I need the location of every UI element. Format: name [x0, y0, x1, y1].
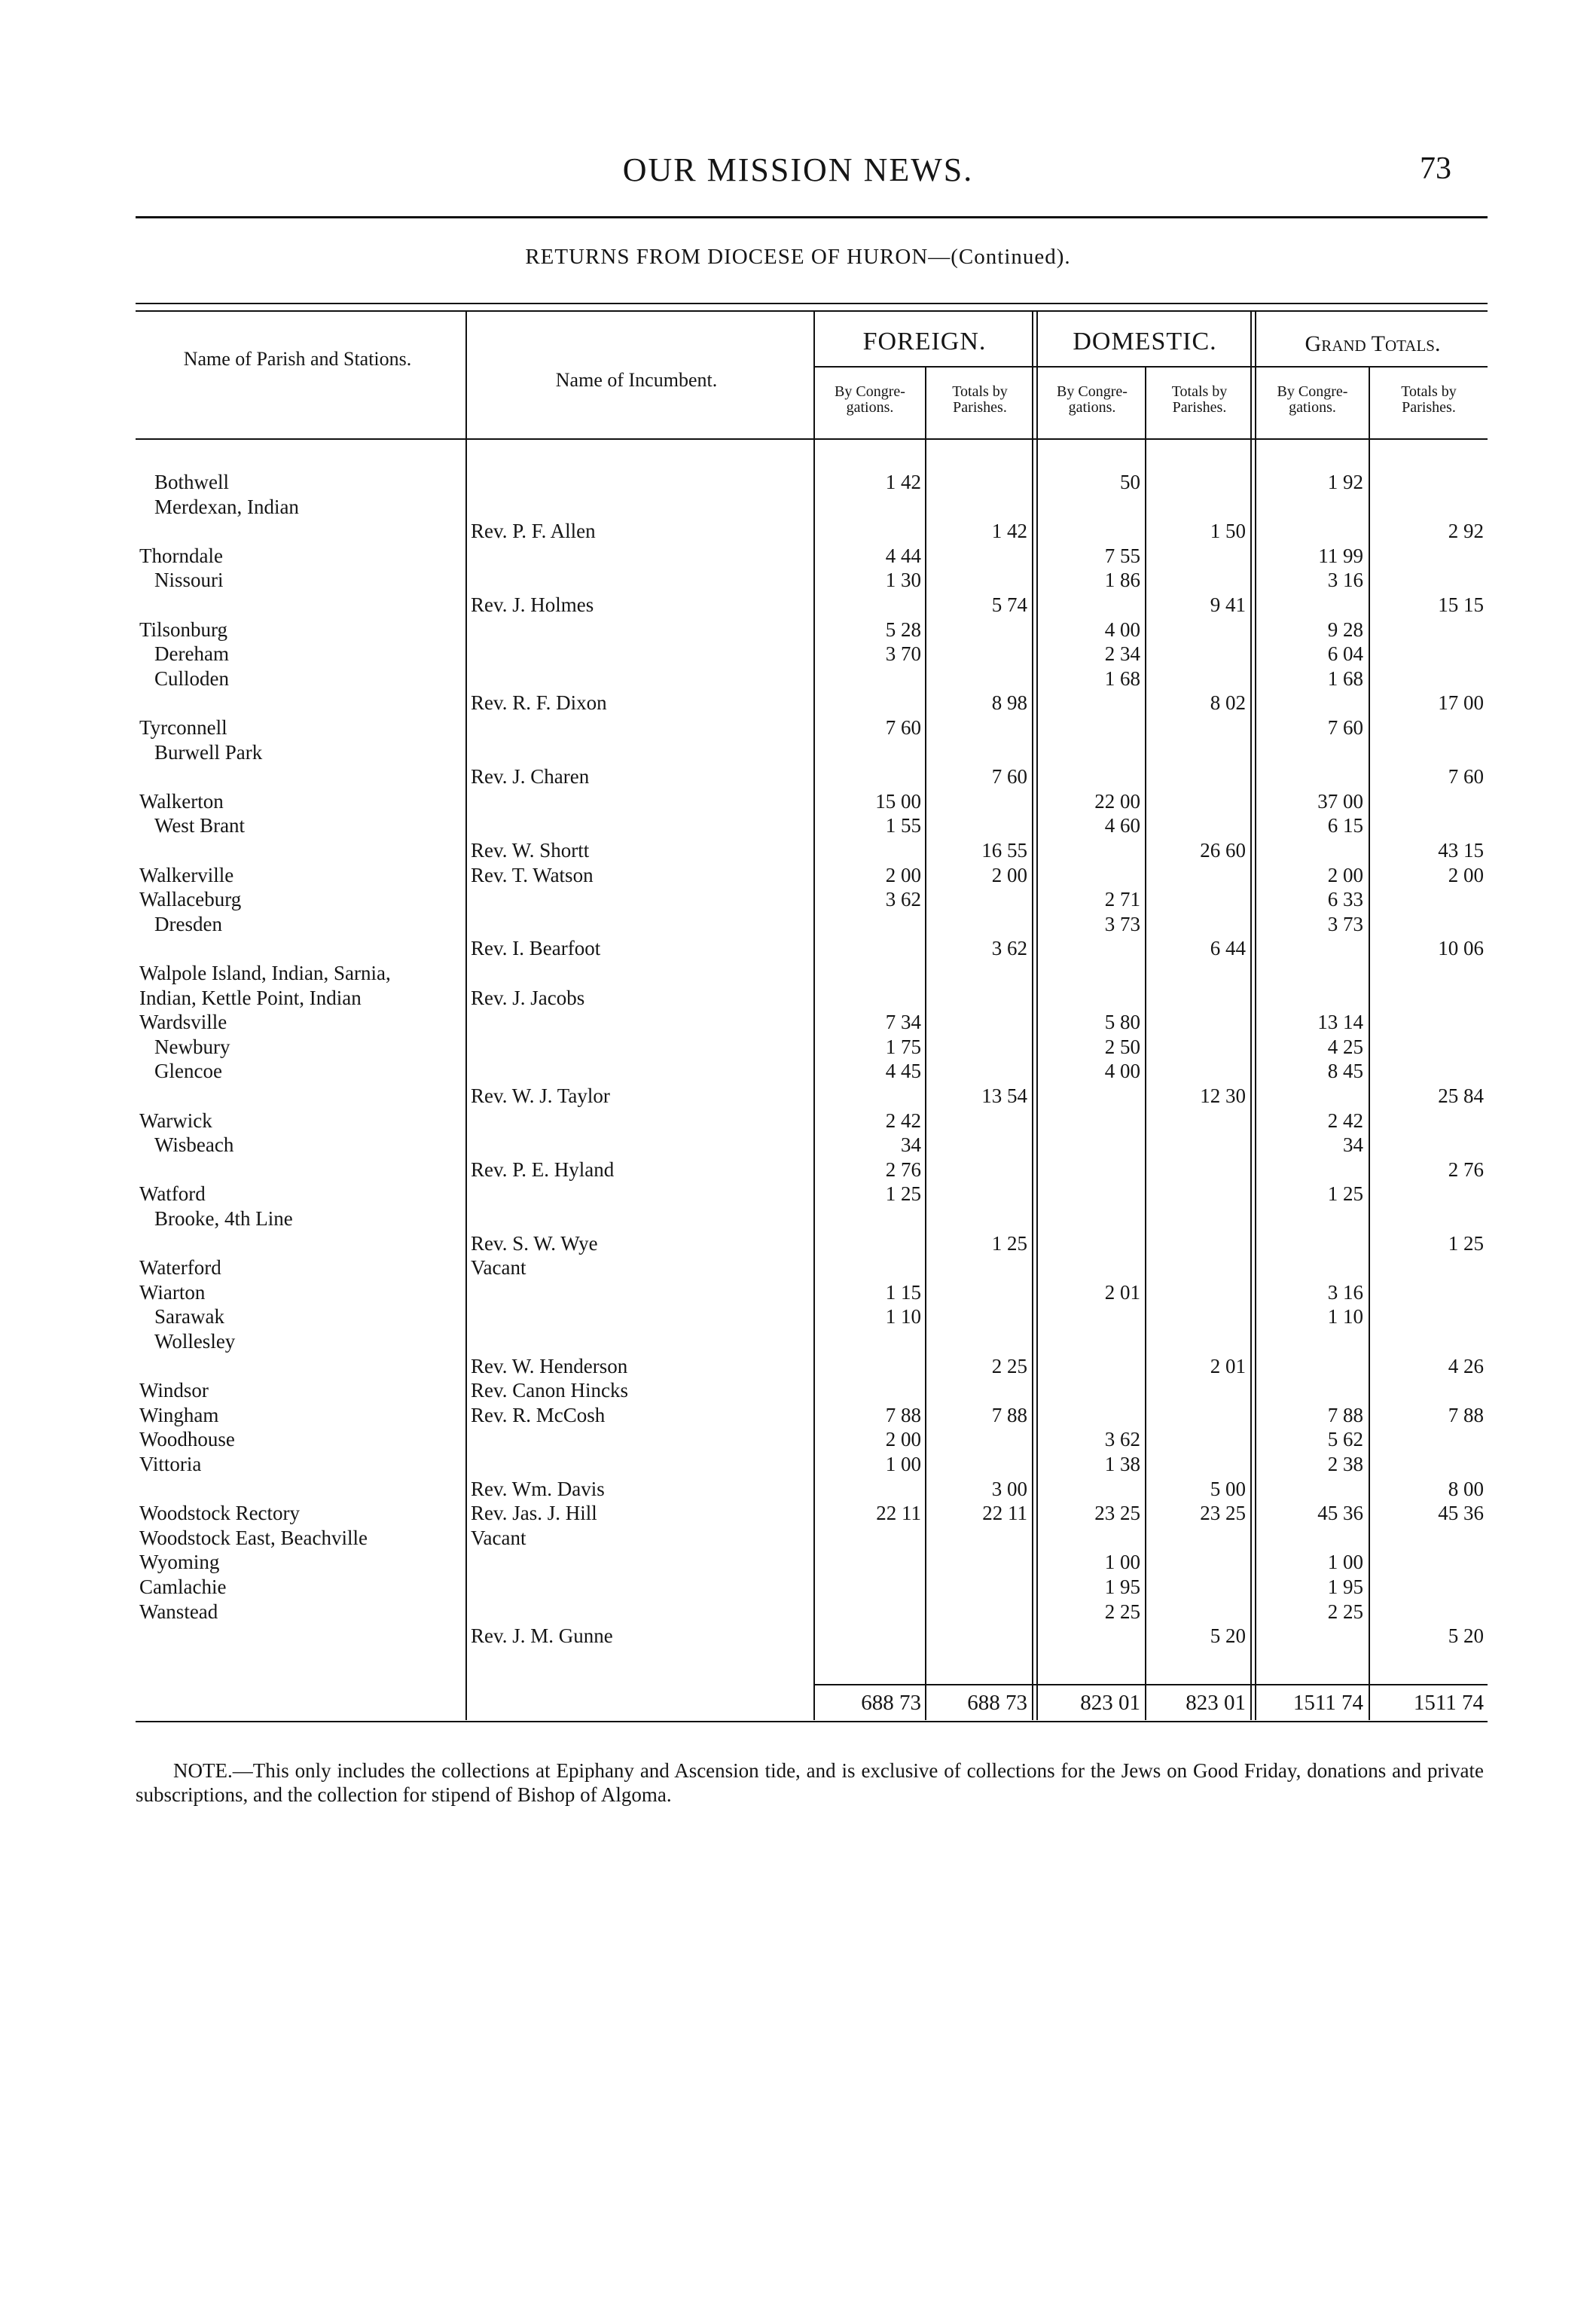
- cell-f-cong: 5 28: [885, 618, 921, 641]
- cell-d-par: 1 50: [1210, 520, 1246, 543]
- cell-g-cong: 1 25: [1327, 1182, 1363, 1206]
- cell-g-cong: 8 45: [1327, 1060, 1363, 1083]
- cell-g-cong: 2 25: [1327, 1600, 1363, 1623]
- cell-parish: Woodstock East, Beachville: [139, 1526, 368, 1549]
- subheader-domestic-par: Totals by Parishes.: [1171, 383, 1228, 416]
- cell-g-par: 2 00: [1448, 863, 1484, 886]
- cell-incumbent: Rev. J. Jacobs: [471, 986, 585, 1009]
- subheader-domestic-cong: By Congre-gations.: [1057, 383, 1128, 416]
- cell-d-cong: 2 34: [1104, 642, 1140, 666]
- cell-parish: Wingham: [139, 1403, 219, 1426]
- cell-d-cong: 4 00: [1104, 1060, 1140, 1083]
- cell-f-par: 1 25: [991, 1231, 1027, 1255]
- cell-d-cong: 1 38: [1104, 1453, 1140, 1475]
- cell-g-cong: 1 92: [1327, 471, 1363, 493]
- subheader-foreign-par: Totals by Parishes.: [952, 383, 1008, 416]
- cell-f-par: 5 74: [991, 593, 1027, 616]
- header-incumbent: Name of Incumbent.: [555, 369, 718, 391]
- cell-incumbent: Rev. J. Charen: [471, 765, 590, 789]
- cell-g-cong: 6 15: [1327, 814, 1363, 837]
- cell-f-cong: 4 45: [885, 1060, 921, 1083]
- cell-incumbent: Rev. T. Watson: [471, 863, 594, 886]
- subheader-foreign-cong: By Congre-gations.: [835, 383, 905, 416]
- cell-g-cong: 4 25: [1327, 1035, 1363, 1058]
- cell-f-cong: 1 15: [885, 1280, 921, 1304]
- cell-parish: Wollesley: [154, 1330, 236, 1353]
- col-divider: [465, 312, 467, 1720]
- cell-d-par: 6 44: [1210, 937, 1246, 960]
- table-top-rule: [136, 303, 1488, 304]
- cell-d-cong: 1 68: [1104, 666, 1140, 690]
- cell-f-par: 7 88: [991, 1403, 1027, 1426]
- cell-g-par: 8 00: [1448, 1477, 1484, 1500]
- col-divider: [1145, 368, 1146, 1720]
- cell-g-cong: 2 00: [1327, 863, 1363, 886]
- cell-parish: Tilsonburg: [139, 618, 228, 641]
- cell-f-cong: 3 62: [885, 888, 921, 911]
- cell-g-par: 2 92: [1448, 520, 1484, 543]
- cell-parish: Sarawak: [154, 1305, 224, 1328]
- cell-d-cong: 1 95: [1104, 1575, 1140, 1598]
- cell-f-par: 16 55: [981, 839, 1027, 862]
- cell-f-cong: 7 88: [885, 1403, 921, 1426]
- cell-g-par: 45 36: [1438, 1502, 1484, 1525]
- cell-g-cong: 37 00: [1317, 789, 1363, 813]
- total-grand-cong: 1511 74: [1292, 1691, 1363, 1715]
- total-domestic-par: 823 01: [1186, 1691, 1246, 1715]
- totals-top-rule: [813, 1684, 1488, 1685]
- cell-g-par: 7 88: [1448, 1403, 1484, 1426]
- cell-f-cong: 2 76: [885, 1158, 921, 1181]
- cell-g-par: 43 15: [1438, 839, 1484, 862]
- cell-parish: Camlachie: [139, 1575, 227, 1598]
- cell-g-par: 2 76: [1448, 1158, 1484, 1181]
- cell-parish: Newbury: [154, 1035, 230, 1058]
- cell-incumbent: Rev. W. Shortt: [471, 839, 590, 862]
- cell-parish: Brooke, 4th Line: [154, 1207, 293, 1230]
- cell-incumbent: Rev. W. J. Taylor: [471, 1084, 610, 1107]
- cell-d-cong: 4 60: [1104, 814, 1140, 837]
- cell-parish: Dereham: [154, 642, 229, 666]
- cell-g-cong: 2 42: [1327, 1109, 1363, 1132]
- col-divider: [1369, 368, 1370, 1720]
- footnote: NOTE.—This only includes the collections at Epiphany and Ascension tide, and is exclusive of collections for the Jews on Good Friday, donations and private subscriptions, and the collection for stipend of Bishop of Algoma.: [136, 1759, 1484, 1806]
- header-parish: Name of Parish and Stations.: [183, 348, 412, 370]
- cell-incumbent: Rev. J. Holmes: [471, 593, 594, 616]
- cell-g-cong: 45 36: [1317, 1502, 1363, 1525]
- header-bottom-rule: [136, 438, 1488, 440]
- cell-parish: Walkerton: [139, 789, 224, 813]
- cell-d-par: 12 30: [1200, 1084, 1246, 1107]
- cell-d-par: 5 20: [1210, 1624, 1246, 1648]
- cell-f-cong: 1 42: [885, 471, 921, 493]
- table-bottom-rule: [136, 1721, 1488, 1722]
- cell-f-cong: 1 30: [885, 569, 921, 592]
- subheader-grand-par: Totals by Parishes.: [1401, 383, 1457, 416]
- cell-f-cong: 34: [901, 1133, 921, 1157]
- cell-f-cong: 7 60: [885, 716, 921, 739]
- cell-g-cong: 2 38: [1327, 1453, 1363, 1475]
- cell-f-par: 7 60: [991, 765, 1027, 789]
- cell-d-par: 8 02: [1210, 691, 1246, 715]
- cell-parish: Thorndale: [139, 544, 223, 567]
- cell-g-cong: 5 62: [1327, 1428, 1363, 1451]
- table-title: RETURNS FROM DIOCESE OF HURON—(Continued).: [525, 245, 1071, 269]
- cell-d-cong: 50: [1120, 471, 1140, 493]
- cell-parish: Dresden: [154, 912, 222, 935]
- cell-f-cong: 2 42: [885, 1109, 921, 1132]
- cell-f-cong: 1 10: [885, 1305, 921, 1328]
- cell-parish: Warwick: [139, 1109, 212, 1132]
- cell-incumbent: Vacant: [471, 1256, 526, 1280]
- cell-g-cong: 7 88: [1327, 1403, 1363, 1426]
- cell-g-par: 15 15: [1438, 593, 1484, 616]
- cell-parish: Wardsville: [139, 1011, 227, 1034]
- cell-parish: West Brant: [154, 814, 246, 837]
- cell-incumbent: Rev. P. F. Allen: [471, 520, 596, 543]
- cell-g-cong: 3 73: [1327, 912, 1363, 935]
- cell-f-par: 3 00: [991, 1477, 1027, 1500]
- cell-incumbent: Vacant: [471, 1526, 526, 1549]
- cell-f-cong: 2 00: [885, 863, 921, 886]
- cell-f-par: 22 11: [982, 1502, 1027, 1525]
- header-domestic: DOMESTIC.: [1073, 328, 1217, 355]
- subheader-grand-cong: By Congre-gations.: [1277, 383, 1348, 416]
- total-grand-par: 1511 74: [1413, 1691, 1484, 1715]
- cell-g-par: 7 60: [1448, 765, 1484, 789]
- cell-f-cong: 15 00: [875, 789, 921, 813]
- cell-g-cong: 7 60: [1327, 716, 1363, 739]
- header-foreign: FOREIGN.: [862, 328, 987, 355]
- cell-g-cong: 1 10: [1327, 1305, 1363, 1328]
- cell-g-cong: 6 33: [1327, 888, 1363, 911]
- cell-g-par: 5 20: [1448, 1624, 1484, 1648]
- cell-d-par: 26 60: [1200, 839, 1246, 862]
- cell-parish: Wallaceburg: [139, 888, 242, 911]
- cell-parish: Indian, Kettle Point, Indian: [139, 986, 362, 1009]
- cell-g-cong: 34: [1343, 1133, 1363, 1157]
- cell-d-cong: 22 00: [1094, 789, 1140, 813]
- cell-d-cong: 1 86: [1104, 569, 1140, 592]
- cell-incumbent: Rev. I. Bearfoot: [471, 937, 601, 960]
- header-grand-totals: Grand Totals.: [1305, 331, 1441, 356]
- cell-f-cong: 1 75: [885, 1035, 921, 1058]
- cell-g-par: 25 84: [1438, 1084, 1484, 1107]
- cell-incumbent: Rev. P. E. Hyland: [471, 1158, 615, 1181]
- cell-parish: Glencoe: [154, 1060, 222, 1083]
- cell-d-cong: 1 00: [1104, 1551, 1140, 1574]
- cell-f-cong: 7 34: [885, 1011, 921, 1034]
- cell-g-par: 4 26: [1448, 1354, 1484, 1377]
- cell-parish: Nissouri: [154, 569, 224, 592]
- col-divider: [925, 368, 926, 1720]
- cell-d-par: 2 01: [1210, 1354, 1246, 1377]
- cell-g-par: 17 00: [1438, 691, 1484, 715]
- cell-incumbent: Rev. R. McCosh: [471, 1403, 606, 1426]
- cell-g-cong: 9 28: [1327, 618, 1363, 641]
- col-divider: [1036, 312, 1038, 1720]
- cell-incumbent: Rev. Canon Hincks: [471, 1379, 628, 1402]
- cell-d-par: 9 41: [1210, 593, 1246, 616]
- cell-f-cong: 3 70: [885, 642, 921, 666]
- cell-parish: Wisbeach: [154, 1133, 234, 1157]
- cell-incumbent: Rev. J. M. Gunne: [471, 1624, 613, 1648]
- col-divider: [1250, 312, 1252, 1720]
- cell-parish: Walpole Island, Indian, Sarnia,: [139, 962, 391, 984]
- header-subrule: [815, 366, 1488, 368]
- page-header-title: OUR MISSION NEWS.: [622, 151, 974, 188]
- cell-incumbent: Rev. S. W. Wye: [471, 1231, 598, 1255]
- cell-parish: Merdexan, Indian: [154, 495, 299, 518]
- col-divider: [1255, 312, 1256, 1720]
- cell-g-cong: 1 00: [1327, 1551, 1363, 1574]
- page-number: 73: [1420, 151, 1451, 186]
- col-divider: [813, 312, 815, 1720]
- cell-incumbent: Rev. Wm. Davis: [471, 1477, 605, 1500]
- cell-f-par: 2 25: [991, 1354, 1027, 1377]
- total-foreign-cong: 688 73: [861, 1691, 921, 1715]
- cell-f-par: 2 00: [991, 863, 1027, 886]
- cell-f-cong: 1 00: [885, 1453, 921, 1475]
- col-divider: [1032, 312, 1033, 1720]
- cell-g-cong: 3 16: [1327, 569, 1363, 592]
- cell-g-cong: 3 16: [1327, 1280, 1363, 1304]
- cell-f-par: 3 62: [991, 937, 1027, 960]
- cell-parish: Burwell Park: [154, 740, 263, 764]
- cell-parish: Wiarton: [139, 1280, 206, 1304]
- cell-f-cong: 1 25: [885, 1182, 921, 1206]
- cell-d-cong: 2 01: [1104, 1280, 1140, 1304]
- total-foreign-par: 688 73: [967, 1691, 1027, 1715]
- cell-incumbent: Rev. R. F. Dixon: [471, 691, 607, 715]
- cell-incumbent: Rev. Jas. J. Hill: [471, 1502, 597, 1525]
- cell-d-cong: 2 71: [1104, 888, 1140, 911]
- cell-parish: Watford: [139, 1182, 206, 1206]
- cell-g-cong: 11 99: [1318, 544, 1363, 567]
- total-domestic-cong: 823 01: [1080, 1691, 1140, 1715]
- cell-d-cong: 4 00: [1104, 618, 1140, 641]
- cell-d-par: 5 00: [1210, 1477, 1246, 1500]
- cell-parish: Vittoria: [139, 1453, 202, 1475]
- cell-g-cong: 1 95: [1327, 1575, 1363, 1598]
- cell-f-par: 13 54: [981, 1084, 1027, 1107]
- cell-d-par: 23 25: [1200, 1502, 1246, 1525]
- cell-f-cong: 1 55: [885, 814, 921, 837]
- cell-parish: Wyoming: [139, 1551, 220, 1574]
- table-top-rule-2: [136, 310, 1488, 312]
- cell-parish: Bothwell: [154, 471, 229, 493]
- cell-parish: Woodhouse: [139, 1428, 235, 1451]
- cell-f-cong: 2 00: [885, 1428, 921, 1451]
- cell-d-cong: 5 80: [1104, 1011, 1140, 1034]
- cell-parish: Windsor: [139, 1379, 209, 1402]
- cell-parish: Wanstead: [139, 1600, 218, 1623]
- cell-parish: Walkerville: [139, 863, 234, 886]
- cell-d-cong: 7 55: [1104, 544, 1140, 567]
- cell-f-cong: 4 44: [885, 544, 921, 567]
- cell-d-cong: 2 25: [1104, 1600, 1140, 1623]
- cell-d-cong: 3 62: [1104, 1428, 1140, 1451]
- cell-g-cong: 13 14: [1317, 1011, 1363, 1034]
- cell-parish: Tyrconnell: [139, 716, 227, 739]
- cell-d-cong: 2 50: [1104, 1035, 1140, 1058]
- cell-parish: Culloden: [154, 666, 229, 690]
- cell-f-cong: 22 11: [876, 1502, 921, 1525]
- cell-d-cong: 3 73: [1104, 912, 1140, 935]
- cell-g-cong: 6 04: [1327, 642, 1363, 666]
- cell-g-par: 10 06: [1438, 937, 1484, 960]
- cell-parish: Waterford: [139, 1256, 221, 1280]
- cell-f-par: 8 98: [991, 691, 1027, 715]
- cell-g-cong: 1 68: [1327, 666, 1363, 690]
- cell-parish: Woodstock Rectory: [139, 1502, 301, 1525]
- cell-d-cong: 23 25: [1094, 1502, 1140, 1525]
- cell-incumbent: Rev. W. Henderson: [471, 1354, 628, 1377]
- cell-g-par: 1 25: [1448, 1231, 1484, 1255]
- cell-f-par: 1 42: [991, 520, 1027, 543]
